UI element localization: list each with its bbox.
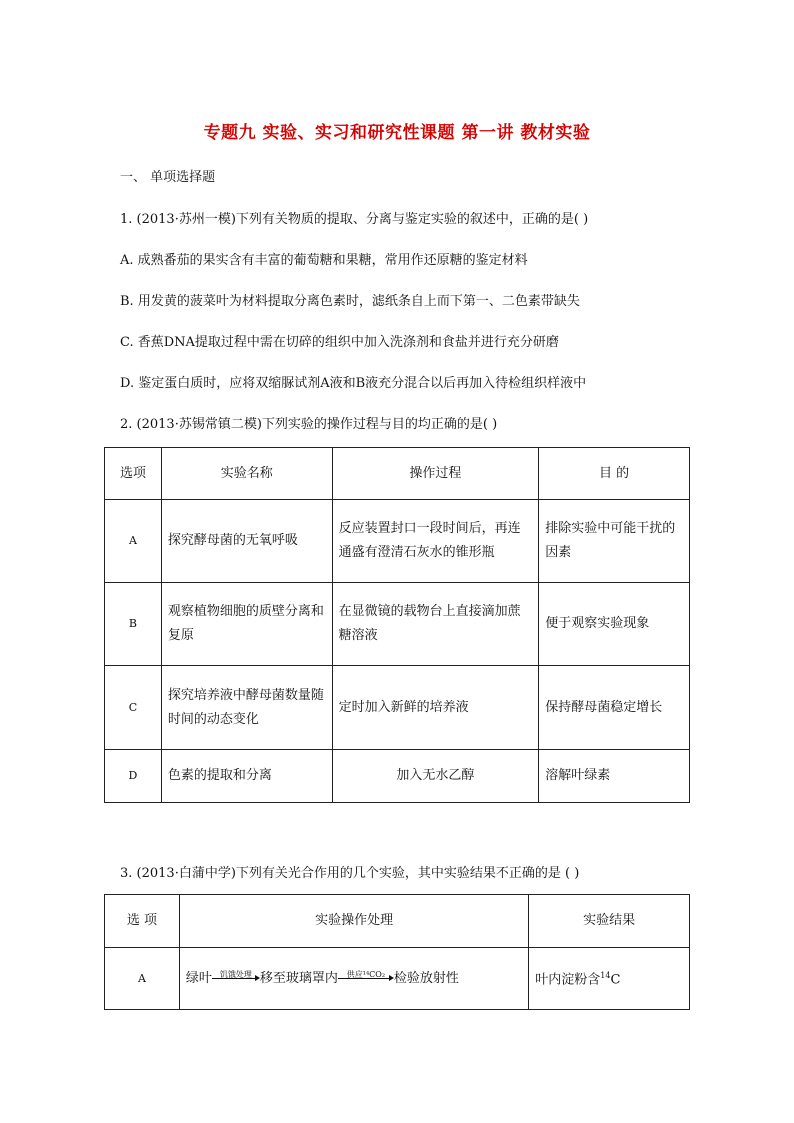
row-purpose: 保持酵母菌稳定增长 bbox=[539, 666, 690, 750]
result-element: C bbox=[610, 972, 621, 988]
question-3-stem: 3. (2013·白蒲中学)下列有关光合作用的几个实验，其中实验结果不正确的是 ( ) bbox=[120, 866, 580, 881]
table-header-row bbox=[105, 895, 690, 948]
header-option: 选项 bbox=[105, 448, 162, 500]
question-3-table bbox=[104, 894, 690, 1010]
section-heading: 一、 单项选择题 bbox=[120, 170, 216, 185]
row-procedure: 在显微镜的载物台上直接滴加蔗糖溶液 bbox=[332, 583, 539, 666]
arrow-right-icon bbox=[338, 971, 394, 985]
result-isotope-superscript: 14 bbox=[600, 971, 611, 981]
row-experiment: 探究酵母菌的无氧呼吸 bbox=[161, 500, 332, 583]
question-2-stem: 2. (2013·苏锡常镇二模)下列实验的操作过程与目的均正确的是( ) bbox=[120, 417, 498, 432]
header-result: 实验结果 bbox=[529, 895, 690, 948]
header-experiment: 实验名称 bbox=[161, 448, 332, 500]
header-procedure: 操作过程 bbox=[332, 448, 539, 500]
header-operation: 实验操作处理 bbox=[179, 895, 528, 948]
question-2-table bbox=[104, 447, 690, 803]
table-row bbox=[105, 583, 690, 666]
row-option: D bbox=[105, 750, 162, 803]
row-purpose: 排除实验中可能干扰的因素 bbox=[539, 500, 690, 583]
row-option: B bbox=[105, 583, 162, 666]
page-title: 专题九 实验、实习和研究性课题 第一讲 教材实验 bbox=[203, 123, 591, 143]
question-1-option-c: C. 香蕉DNA提取过程中需在切碎的组织中加入洗涤剂和食盐并进行充分研磨 bbox=[120, 335, 559, 350]
row-option: A bbox=[105, 948, 180, 1010]
table-row bbox=[105, 750, 690, 803]
row-result bbox=[529, 948, 690, 1010]
arrow-right-icon bbox=[212, 971, 260, 985]
row-experiment: 探究培养液中酵母菌数量随时间的动态变化 bbox=[161, 666, 332, 750]
row-experiment: 观察植物细胞的质壁分离和复原 bbox=[161, 583, 332, 666]
question-1-option-d: D. 鉴定蛋白质时，应将双缩脲试剂A液和B液充分混合以后再加入待检组织样液中 bbox=[120, 376, 587, 391]
step-green-leaf: 绿叶 bbox=[185, 970, 212, 986]
question-1-option-a: A. 成熟番茄的果实含有丰富的葡萄糖和果糖，常用作还原糖的鉴定材料 bbox=[120, 253, 528, 268]
arrow-label-starvation: 饥饿处理 bbox=[219, 970, 252, 979]
table-row bbox=[105, 948, 690, 1010]
row-experiment: 色素的提取和分离 bbox=[161, 750, 332, 803]
row-option: C bbox=[105, 666, 162, 750]
table-row bbox=[105, 666, 690, 750]
row-operation bbox=[179, 948, 528, 1010]
table-row bbox=[105, 500, 690, 583]
table-header-row bbox=[105, 448, 690, 500]
row-procedure: 加入无水乙醇 bbox=[332, 750, 539, 803]
arrow-label-co2-supply: 供应¹⁴CO₂ bbox=[346, 970, 386, 979]
header-option: 选 项 bbox=[105, 895, 180, 948]
row-procedure: 定时加入新鲜的培养液 bbox=[332, 666, 539, 750]
header-purpose: 目 的 bbox=[539, 448, 690, 500]
row-option: A bbox=[105, 500, 162, 583]
question-1-stem: 1. (2013·苏州一模)下列有关物质的提取、分离与鉴定实验的叙述中，正确的是( ) bbox=[120, 212, 589, 227]
row-purpose: 便于观察实验现象 bbox=[539, 583, 690, 666]
question-1-option-b: B. 用发黄的菠菜叶为材料提取分离色素时，滤纸条自上而下第一、二色素带缺失 bbox=[120, 294, 580, 309]
row-purpose: 溶解叶绿素 bbox=[539, 750, 690, 803]
step-bell-jar: 移至玻璃罩内 bbox=[259, 970, 338, 986]
row-procedure: 反应装置封口一段时间后，再连通盛有澄清石灰水的锥形瓶 bbox=[332, 500, 539, 583]
step-detect-radioactivity: 检验放射性 bbox=[393, 970, 459, 986]
result-text: 叶内淀粉含 bbox=[535, 972, 601, 988]
